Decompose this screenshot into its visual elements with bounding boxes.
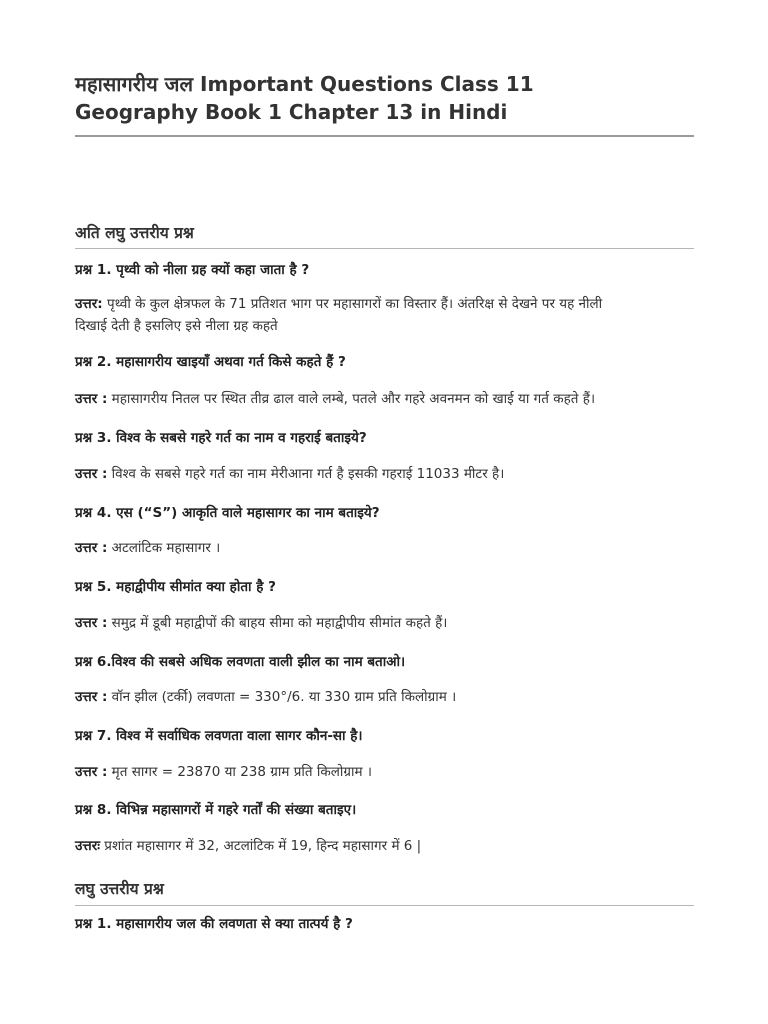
document-title-line-1: महासागरीय जल Important Questions Class 11 [75,72,534,96]
answer-1 [75,293,694,337]
answer-text-line-2: दिखाई देती है इसलिए इसे नीला ग्रह कहते [75,318,278,334]
answer-text-line-1: मृत सागर = 23870 या 238 ग्राम प्रति किलोग्राम । [107,764,373,780]
question-1: प्रश्न 1. पृथ्वी को नीला ग्रह क्यों कहा जाता है ? [75,262,310,278]
answer-label: उत्तर : [75,689,108,705]
title-divider [75,135,694,137]
answer-text-line-1: पृथ्वी के कुल क्षेत्रफल के 71 प्रतिशत भाग पर महासागरों का विस्तार हैं। अंतरिक्ष से देखने पर यह नीली [102,296,603,312]
answer-3 [75,463,694,485]
document-title-line-2: Geography Book 1 Chapter 13 in Hindi [75,100,508,124]
answer-5 [75,612,694,634]
question-1-short-answer: प्रश्न 1. महासागरीय जल की लवणता से क्या तात्पर्य है ? [75,916,353,932]
question-8: प्रश्न 8. विभिन्न महासागरों में गहरे गर्तों की संख्या बताइए। [75,802,357,818]
answer-4 [75,537,694,559]
answer-8 [75,835,694,857]
question-7: प्रश्न 7. विश्व में सर्वाधिक लवणता वाला सागर कौन-सा है। [75,728,363,744]
section-divider [75,248,694,249]
answer-label: उत्तरः [75,838,100,854]
answer-text-line-1: अटलांटिक महासागर । [107,540,221,556]
question-5: प्रश्न 5. महाद्वीपीय सीमांत क्या होता है ? [75,579,276,595]
answer-7 [75,761,694,783]
document-title [75,70,694,126]
answer-6 [75,686,694,708]
answer-label: उत्तर: [75,296,103,312]
question-3: प्रश्न 3. विश्व के सबसे गहरे गर्त का नाम व गहराई बताइये? [75,430,367,446]
answer-label: उत्तर : [75,466,108,482]
section-divider [75,905,694,906]
question-2: प्रश्न 2. महासागरीय खाइयाँ अथवा गर्त किसे कहते हैं ? [75,354,346,370]
section-heading-very-short-answer: अति लघु उत्तरीय प्रश्न [75,224,194,242]
answer-2 [75,388,694,410]
answer-text-line-1: वॉन झील (टर्की) लवणता = 330°/6. या 330 ग्राम प्रति किलोग्राम । [107,689,457,705]
answer-text-line-1: विश्व के सबसे गहरे गर्त का नाम मेरीआना गर्त है इसकी गहराई 11033 मीटर है। [107,466,505,482]
answer-label: उत्तर : [75,391,108,407]
answer-label: उत्तर : [75,764,108,780]
section-heading-short-answer: लघु उत्तरीय प्रश्न [75,880,164,898]
answer-label: उत्तर : [75,615,108,631]
question-4: प्रश्न 4. एस (“S”) आकृति वाले महासागर का नाम बताइये? [75,505,380,521]
question-6: प्रश्न 6.विश्व की सबसे अधिक लवणता वाली झील का नाम बताओ। [75,654,406,670]
answer-text-line-1: समुद्र में डूबी महाद्वीपों की बाहय सीमा को महाद्वीपीय सीमांत कहते हैं। [107,615,448,631]
answer-label: उत्तर : [75,540,108,556]
answer-text-line-1: महासागरीय नितल पर स्थित तीव्र ढाल वाले लम्बे, पतले और गहरे अवनमन को खाई या गर्त कहते हैं। [107,391,596,407]
answer-text-line-1: प्रशांत महासागर में 32, अटलांटिक में 19, हिन्द महासागर में 6 | [99,838,422,854]
